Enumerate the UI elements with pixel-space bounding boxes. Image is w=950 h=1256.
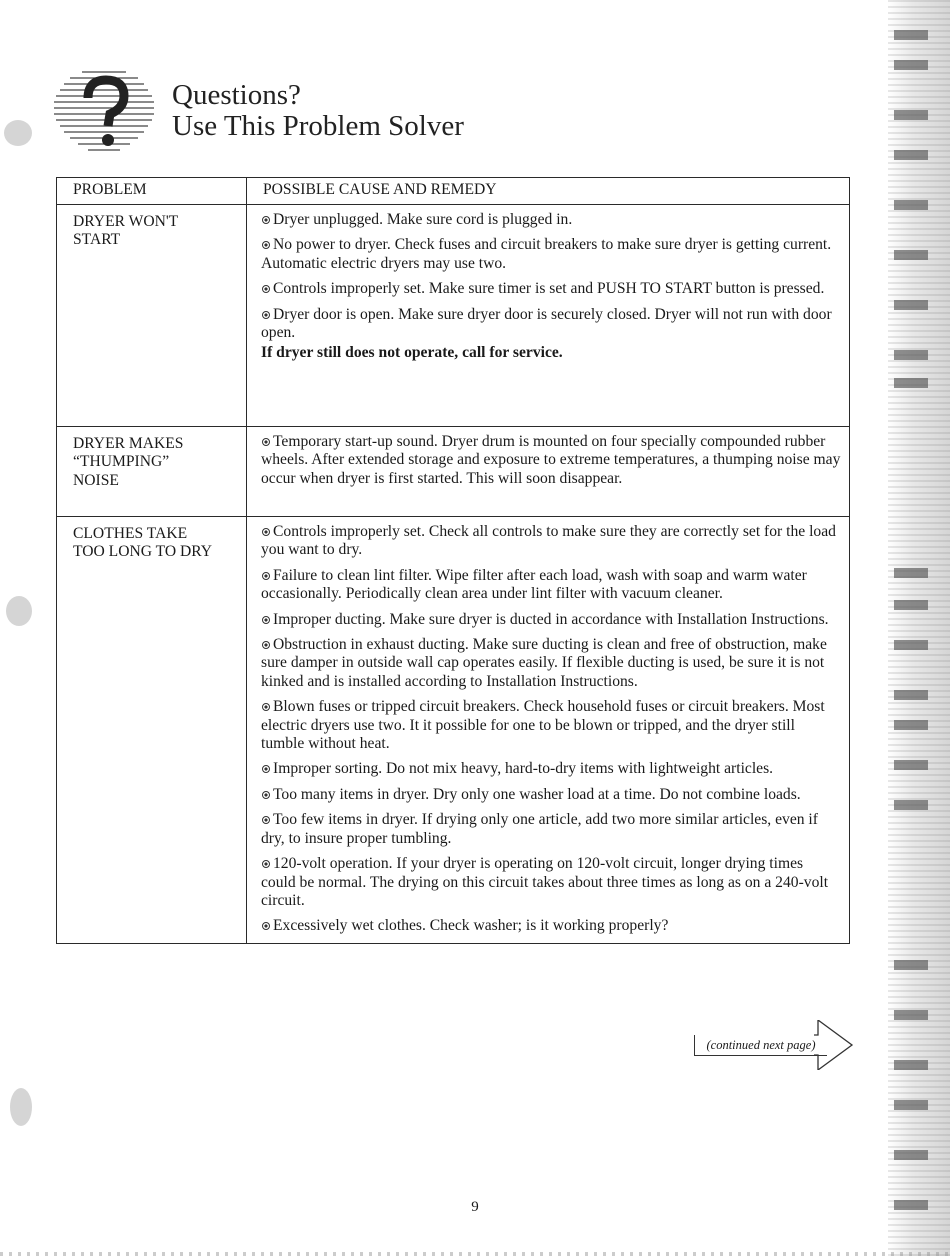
scan-smudge [4,120,32,146]
remedy-text: Improper sorting. Do not mix heavy, hard-to-dry items with lightweight articles. [273,760,774,778]
remedy-cell [247,517,850,944]
title-line-1: Questions? [172,79,301,111]
bullet-icon [262,765,270,773]
bullet-icon [262,860,270,868]
bullet-icon [262,572,270,580]
problem-solver-table [56,177,850,944]
remedy-text: Improper ducting. Make sure dryer is ducted in accordance with Installation Instructions. [273,610,829,628]
remedy-text: Excessively wet clothes. Check washer; is it working properly? [273,917,669,935]
table-row [57,517,850,944]
scan-edge [888,0,950,1256]
bullet-icon [262,791,270,799]
list-item [261,917,841,935]
bullet-icon [262,816,270,824]
list-item [261,236,841,273]
remedy-text: Too many items in dryer. Dry only one washer load at a time. Do not combine loads. [273,785,801,803]
page-number: 9 [471,1199,479,1215]
remedy-text: No power to dryer. Check fuses and circuit breakers to make sure dryer is getting current. Automatic electric dryers may use two. [261,236,832,272]
column-header-remedy: POSSIBLE CAUSE AND REMEDY [247,178,850,205]
problem-text: CLOTHES TAKE [73,525,188,542]
bullet-icon [262,641,270,649]
remedy-cell [247,427,850,517]
column-header-problem: PROBLEM [57,178,247,205]
problem-text: “THUMPING” [73,453,170,471]
list-item [261,811,841,848]
bullet-icon [262,311,270,319]
remedy-text: Obstruction in exhaust ducting. Make sure ducting is clean and free of obstruction, make sure damper in outside wall cap operates easily. If flexible ducting is used, be sure it is not kinked and is installed according to Installation Instructions. [261,636,827,690]
list-item [261,855,841,910]
problem-cell [57,427,247,517]
list-item [261,611,841,629]
bullet-icon [262,438,270,446]
list-item [261,786,841,804]
list-item [261,280,841,298]
problem-text: DRYER WON'T [73,213,179,230]
problem-text: NOISE [73,471,119,489]
remedy-text: Controls improperly set. Make sure timer is set and PUSH TO START button is pressed. [273,280,825,298]
scan-edge [0,1252,950,1256]
bullet-icon [262,241,270,249]
arrow-right-icon [814,1020,854,1070]
problem-text: DRYER MAKES [73,435,184,452]
bullet-icon [262,922,270,930]
remedy-text: Too few items in dryer. If drying only one article, add two more similar articles, even if dry, to insure proper tumbling. [261,811,818,847]
remedy-text: Controls improperly set. Check all controls to make sure they are correctly set for the load you want to dry. [261,523,836,559]
question-mark-icon [52,66,156,158]
list-item [261,211,841,229]
bullet-icon [262,285,270,293]
title-line-2: Use This Problem Solver [172,110,464,142]
problem-cell [57,205,247,427]
table-row [57,427,850,517]
list-item [261,698,841,753]
bullet-icon [262,528,270,536]
problem-text: TOO LONG TO DRY [73,543,213,561]
remedy-text: 120-volt operation. If your dryer is operating on 120-volt circuit, longer drying times could be normal. The drying on this circuit takes about three times as long as on a 240-volt circuit. [261,855,829,909]
remedy-text: Dryer door is open. Make sure dryer door is securely closed. Dryer will not run with door open. [261,305,832,342]
table-header-row [57,178,850,205]
remedy-cell [247,205,850,427]
list-item [261,760,841,778]
problem-cell [57,517,247,944]
list-item [261,306,841,343]
scan-smudge [10,1088,32,1126]
bullet-icon [262,703,270,711]
list-item [261,523,841,560]
continued-label: (continued next page) [694,1035,827,1056]
problem-text: START [73,231,121,249]
remedy-text: Dryer unplugged. Make sure cord is plugged in. [273,211,573,228]
remedy-text: Failure to clean lint filter. Wipe filter after each load, wash with soap and warm water occasionally. Periodically clean area under lint filter with vacuum cleaner. [261,566,807,603]
table-row [57,205,850,427]
bullet-icon [262,616,270,624]
remedy-text: Blown fuses or tripped circuit breakers. Check household fuses or circuit breakers. Most electric dryers use two. It it possible for one to be blown or tripped, and the dryer still tumble without heat. [261,698,825,753]
list-item [261,567,841,604]
list-item [261,636,841,691]
scan-smudge [6,596,32,626]
continued-next-page [694,1020,852,1070]
bullet-icon [262,216,270,224]
page-title [172,80,464,142]
remedy-text: Temporary start-up sound. Dryer drum is mounted on four specially compounded rubber wheels. After extended storage and exposure to extreme temperatures, a thumping noise may occur when dryer is first started. This will soon disappear. [261,433,841,487]
list-item [261,433,841,488]
service-note: If dryer still does not operate, call for service. [261,344,563,362]
